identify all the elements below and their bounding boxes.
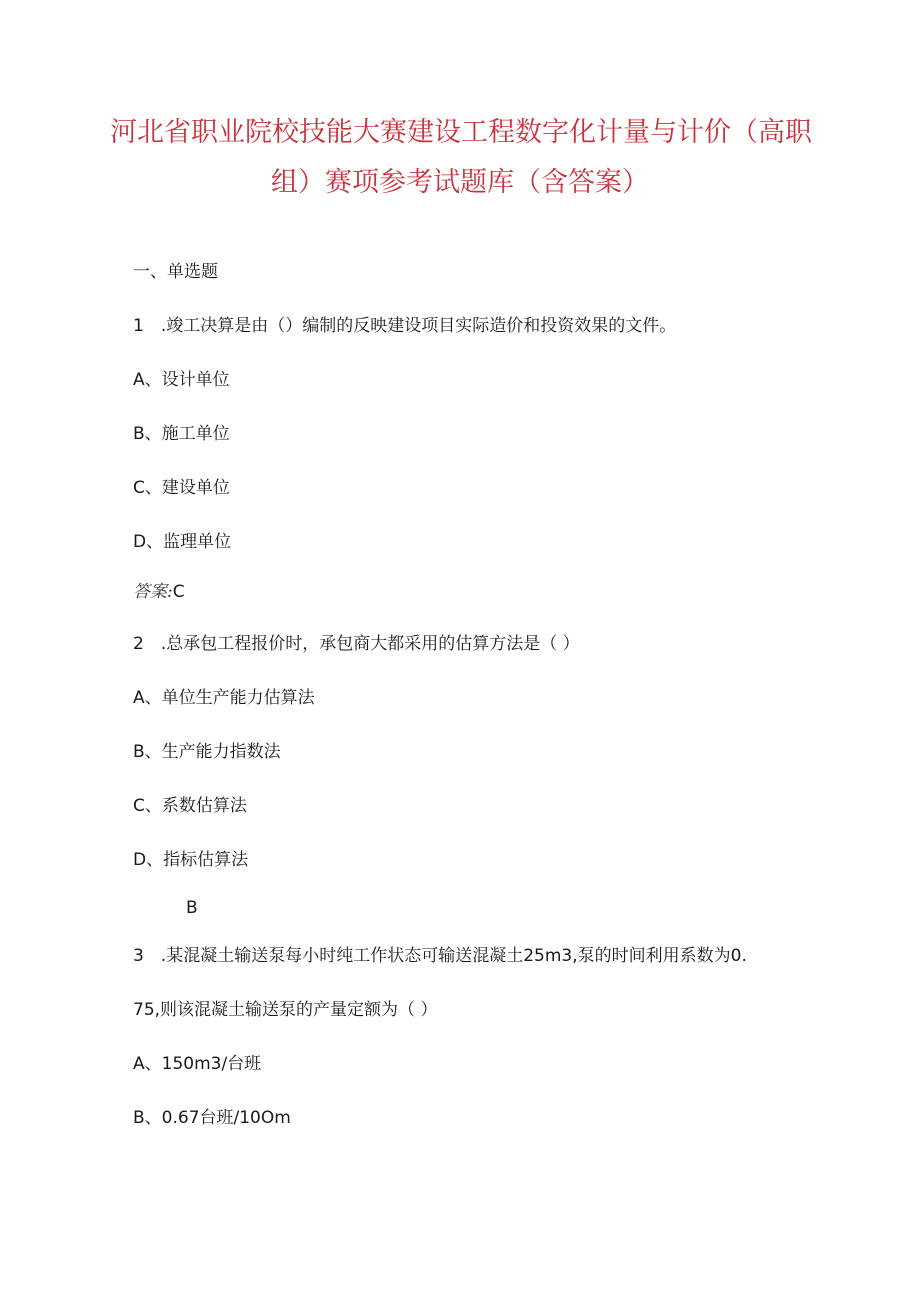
question-3-option-a: A、150m3∕台班 xyxy=(133,1054,262,1074)
answer-label: 答案: xyxy=(133,582,173,602)
question-1-option-a: A、设计单位 xyxy=(133,370,230,390)
question-2-option-a: A、单位生产能力估算法 xyxy=(133,688,315,708)
question-1-option-c: C、建设单位 xyxy=(133,478,230,498)
question-2-answer: B xyxy=(186,898,198,918)
question-1-option-d: D、监理单位 xyxy=(133,532,232,552)
question-2-stem: 2 .总承包工程报价时，承包商大都采用的估算方法是（ ） xyxy=(133,634,580,654)
document-title-line-2: 组）赛项参考试题库（含答案） xyxy=(271,167,649,198)
question-1-answer xyxy=(133,581,185,603)
question-1-option-b: B、施工单位 xyxy=(133,424,230,444)
question-3-stem-line-2: 75,则该混凝土输送泵的产量定额为（ ） xyxy=(133,1000,438,1020)
question-2-option-d: D、指标估算法 xyxy=(133,850,249,870)
question-3-stem-line-1: 3 .某混凝土输送泵每小时纯工作状态可输送混凝土25m3,泵的时间利用系数为0. xyxy=(133,946,747,966)
question-1-stem: 1 .竣工决算是由（）编制的反映建设项目实际造价和投资效果的文件。 xyxy=(133,316,677,336)
question-3-option-b: B、0.67台班/10Om xyxy=(133,1108,291,1128)
question-2-option-b: B、生产能力指数法 xyxy=(133,742,281,762)
question-2-option-c: C、系数估算法 xyxy=(133,796,247,816)
answer-value: C xyxy=(172,582,185,602)
section-heading: 一、单选题 xyxy=(133,262,218,282)
document-title-line-1: 河北省职业院校技能大赛建设工程数字化计量与计价（高职 xyxy=(110,117,812,148)
